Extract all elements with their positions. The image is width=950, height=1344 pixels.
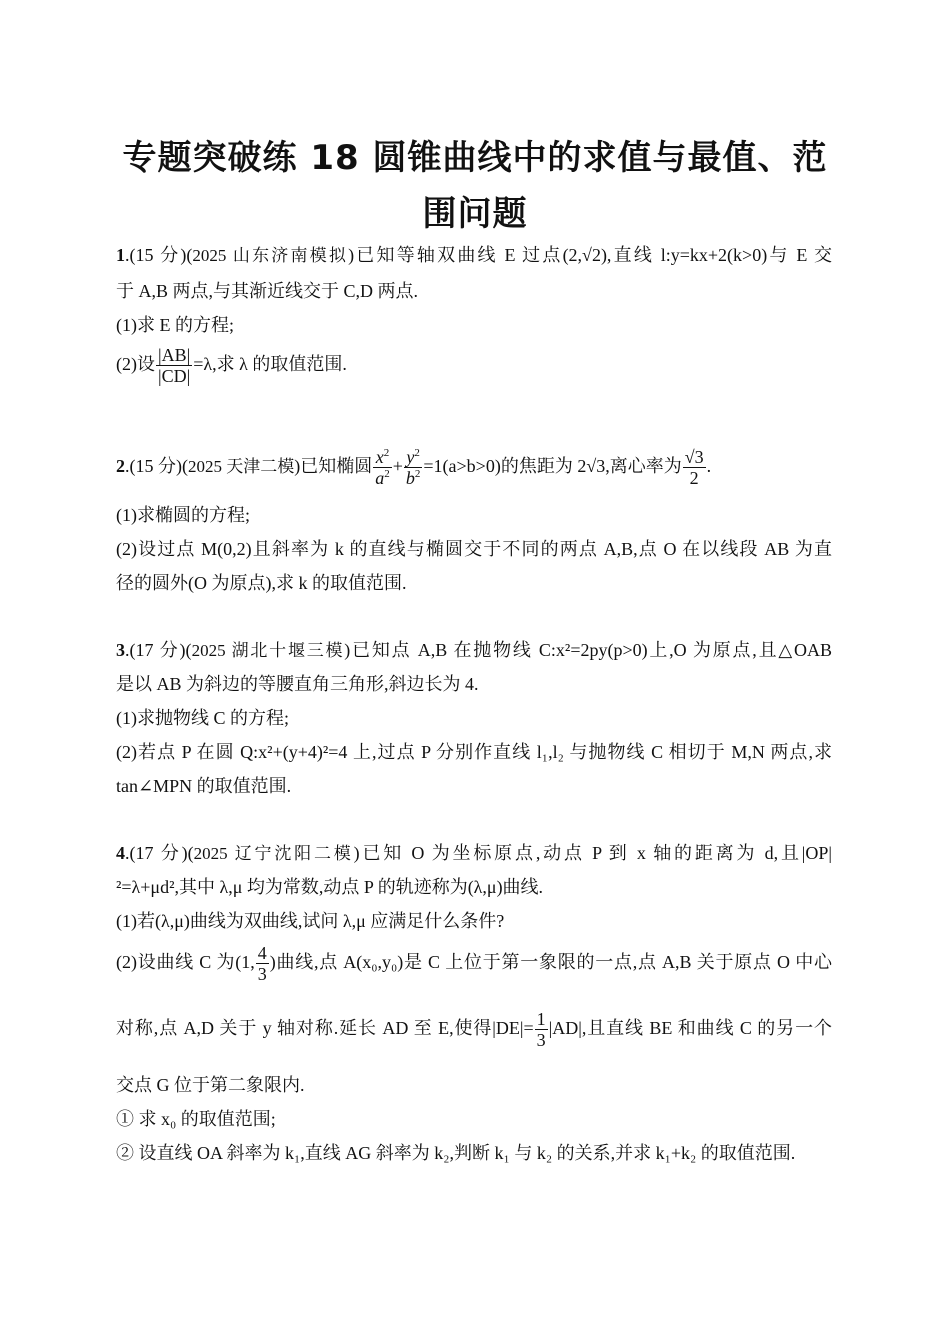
q4-stem-line-1 bbox=[116, 836, 832, 871]
q1-stem-line-1 bbox=[116, 238, 832, 273]
q3-stem-line-1 bbox=[116, 633, 832, 668]
q4-part-2-line-3: 交点 G 位于第二象限内. bbox=[116, 1075, 305, 1095]
q4-part-2-text-c1: 对称,点 A,D 关于 y 轴对称.延长 AD 至 E,使得|DE|= bbox=[116, 1018, 534, 1038]
q2-source: 2025 天津二模 bbox=[187, 457, 295, 476]
q2-part-2-line-2: 径的圆外(O 为原点),求 k 的取值范围. bbox=[116, 573, 407, 593]
q4-part-2-line-2 bbox=[116, 1004, 832, 1052]
q1-part-2 bbox=[116, 342, 832, 386]
ellipse-x-term: $\frac{x^2}{a^2}$ bbox=[375, 447, 390, 489]
q4-de-fraction-den: 3 bbox=[536, 1030, 546, 1051]
q4-subpart-2: ② 设直线 OA 斜率为 k₁,直线 AG 斜率为 k₂,判断 k₁ 与 k₂ 的关系,并求 k₁+k₂ 的取值范围. bbox=[116, 1143, 796, 1163]
q3-part-2-line-2: tan∠MPN 的取值范围. bbox=[116, 776, 292, 796]
q2-number: 2 bbox=[116, 456, 125, 476]
q2-stem-text-a: )已知椭圆 bbox=[294, 456, 373, 476]
page-title bbox=[110, 130, 840, 242]
q2-stem-text-b: =1(a>b>0)的焦距为 2√3,离心率为 bbox=[423, 456, 682, 476]
q4-subpart-1: ① 求 x₀ 的取值范围; bbox=[116, 1109, 276, 1129]
q4-stem-line-2: ²=λ+μd²,其中 λ,μ 均为常数,动点 P 的轨迹称为(λ,μ)曲线. bbox=[116, 877, 544, 897]
eccentricity-fraction bbox=[683, 447, 706, 488]
title-line-2: 围问题 bbox=[422, 194, 528, 234]
q1-part-1: (1)求 E 的方程; bbox=[116, 315, 234, 335]
q3-part-2-line-1: (2)若点 P 在圆 Q:x²+(y+4)²=4 上,过点 P 分别作直线 l₁,l₂ 与抛物线 C 相切于 M,N 两点,求 bbox=[116, 742, 832, 762]
q3-source: 2025 湖北十堰三模 bbox=[191, 641, 345, 660]
q4-part-2-text-c2: |AD|,且直线 BE 和曲线 C 的另一个 bbox=[548, 1018, 833, 1038]
q3-part-1: (1)求抛物线 C 的方程; bbox=[116, 708, 289, 728]
q4-number: 4 bbox=[116, 843, 125, 863]
q1-stem-line-2: 于 A,B 两点,与其渐近线交于 C,D 两点. bbox=[116, 281, 419, 301]
q2-part-1: (1)求椭圆的方程; bbox=[116, 505, 250, 525]
q4-de-fraction-num: 1 bbox=[536, 1009, 546, 1030]
q1-number: 1 bbox=[116, 245, 125, 265]
q3-score: .(17 分)( bbox=[125, 640, 192, 660]
q1-source: 2025 山东济南模拟 bbox=[192, 246, 349, 265]
q1-fraction-numerator: |AB| bbox=[158, 345, 191, 366]
q2-score: .(15 分)( bbox=[125, 456, 188, 476]
q4-part-2-text-a: (2)设曲线 C 为(1, bbox=[116, 952, 255, 972]
q4-de-fraction bbox=[535, 1009, 548, 1050]
q2-stem-line-1: 2.(15 分)(2025 天津二模)已知椭圆 $\frac{x^2}{a^2}$ + $\frac{y^2}{b^2}$ =1(a>b>0)的焦距为 2√3,离心率为 $\frac{√3}{2}$ . bbox=[116, 447, 712, 489]
q3-stem-line-2: 是以 AB 为斜边的等腰直角三角形,斜边长为 4. bbox=[116, 674, 479, 694]
q4-source: 2025 辽宁沈阳二模 bbox=[193, 844, 354, 863]
eccentricity-numerator: √3 bbox=[684, 447, 704, 468]
q3-stem-text-1: )已知点 A,B 在抛物线 C:x²=2py(p>0)上,O 为原点,且△OAB bbox=[344, 640, 833, 660]
q2-part-2-line-1: (2)设过点 M(0,2)且斜率为 k 的直线与椭圆交于不同的两点 A,B,点 O 在以线段 AB 为直 bbox=[116, 539, 832, 559]
q1-part-2-prefix: (2)设 bbox=[116, 354, 155, 374]
ellipse-y-term: $\frac{y^2}{b^2}$ bbox=[405, 447, 421, 489]
q4-part-2-text-b: )曲线,点 A(x₀,y₀)是 C 上位于第一象限的一点,点 A,B 关于原点 O 中心 bbox=[269, 952, 832, 972]
q1-fraction-denominator: |CD| bbox=[158, 366, 191, 387]
q1-part-2-suffix: =λ,求 λ 的取值范围. bbox=[193, 354, 347, 374]
title-line-1: 专题突破练 18 圆锥曲线中的求值与最值、范 bbox=[122, 138, 828, 178]
q4-part-2-line-1 bbox=[116, 938, 832, 986]
q3-number: 3 bbox=[116, 640, 125, 660]
q4-curve-fraction bbox=[256, 943, 269, 984]
q1-score: .(15 分)( bbox=[125, 245, 193, 265]
q4-curve-fraction-den: 3 bbox=[257, 964, 267, 985]
q4-curve-fraction-num: 4 bbox=[257, 943, 267, 964]
q4-stem-text-1: )已知 O 为坐标原点,动点 P 到 x 轴的距离为 d,且|OP| bbox=[353, 843, 832, 863]
q4-part-1: (1)若(λ,μ)曲线为双曲线,试问 λ,μ 应满足什么条件? bbox=[116, 911, 505, 931]
eccentricity-denominator: 2 bbox=[689, 468, 699, 489]
q4-score: .(17 分)( bbox=[125, 843, 194, 863]
q1-stem-text-1: )已知等轴双曲线 E 过点(2,√2),直线 l:y=kx+2(k>0)与 E 交 bbox=[348, 245, 833, 265]
q1-ratio-fraction bbox=[156, 345, 192, 386]
